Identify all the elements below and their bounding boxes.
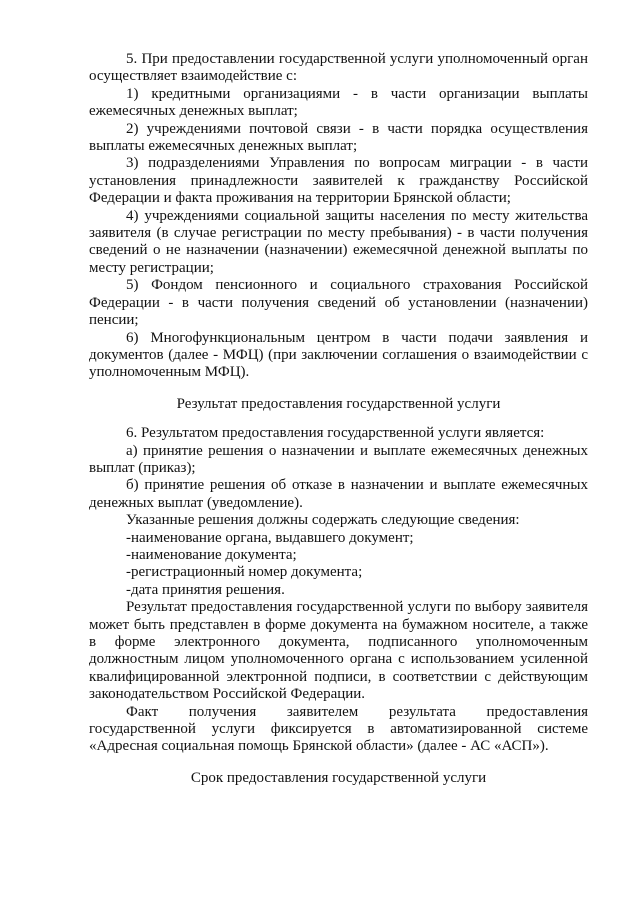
paragraph-5-item-3: 3) подразделениями Управления по вопросам миграции - в части установления принадлежности заявителей к гражданству Российской Федерации и факта проживания на территории Брянской области; [89,155,588,207]
paragraph-5-intro: 5. При предоставлении государственной услуги уполномоченный орган осуществляет взаимодействие с: [89,51,588,85]
paragraph-5-item-1: 1) кредитными организациями - в части организации выплаты ежемесячных денежных выплат; [89,85,588,120]
decisions-list-item: -регистрационный номер документа; [126,564,363,581]
document-body [89,51,588,799]
paragraph-5-item-5: 5) Фондом пенсионного и социального страхования Российской Федерации - в части получения сведений об установлении (назначении) пенсии; [89,277,588,329]
paragraph-result-fact: Факт получения заявителем результата предоставления государственной услуги фиксируется в автоматизированной системе «Адресная социальная помощь Брянской области» (далее - АС «АСП»). [89,703,588,755]
paragraph-result-form: Результат предоставления государственной услуги по выбору заявителя может быть представлен в форме документа на бумажном носителе, а также в форме электронного документа, подписанного уполномоченным должностным лицом уполномоченного органа с использованием усиленной квалифицированной электронной подписи, в соответствии с действующим законодательством Российской Федерации. [89,599,588,703]
paragraph-5-item-6: 6) Многофункциональным центром в части подачи заявления и документов (далее - МФЦ) (при заключении соглашения о взаимодействии с уполномоченным МФЦ). [89,329,588,381]
paragraph-5-item-2: 2) учреждениями почтовой связи - в части порядка осуществления выплаты ежемесячных денежных выплат; [89,120,588,155]
paragraph-6-item-a: а) принятие решения о назначении и выплате ежемесячных денежных выплат (приказ); [89,442,588,476]
decisions-intro: Указанные решения должны содержать следующие сведения: [126,512,520,529]
section-heading-term: Срок предоставления государственной услуги [190,769,487,786]
decisions-list-item: -наименование органа, выдавшего документ; [126,529,414,546]
paragraph-6-item-b: б) принятие решения об отказе в назначении и выплате ежемесячных денежных выплат (уведомление). [89,477,588,511]
paragraph-5-item-4: 4) учреждениями социальной защиты населения по месту жительства заявителя (в случае регистрации по месту пребывания) - в части получения сведений о не назначении (назначении) ежемесячной денежной выплаты по месту регистрации; [89,207,588,276]
decisions-list-item: -дата принятия решения. [126,581,285,598]
paragraph-6-intro: 6. Результатом предоставления государственной услуги является: [126,425,545,442]
section-heading-result: Результат предоставления государственной услуги [176,395,501,412]
decisions-list-item: -наименование документа; [126,546,297,563]
